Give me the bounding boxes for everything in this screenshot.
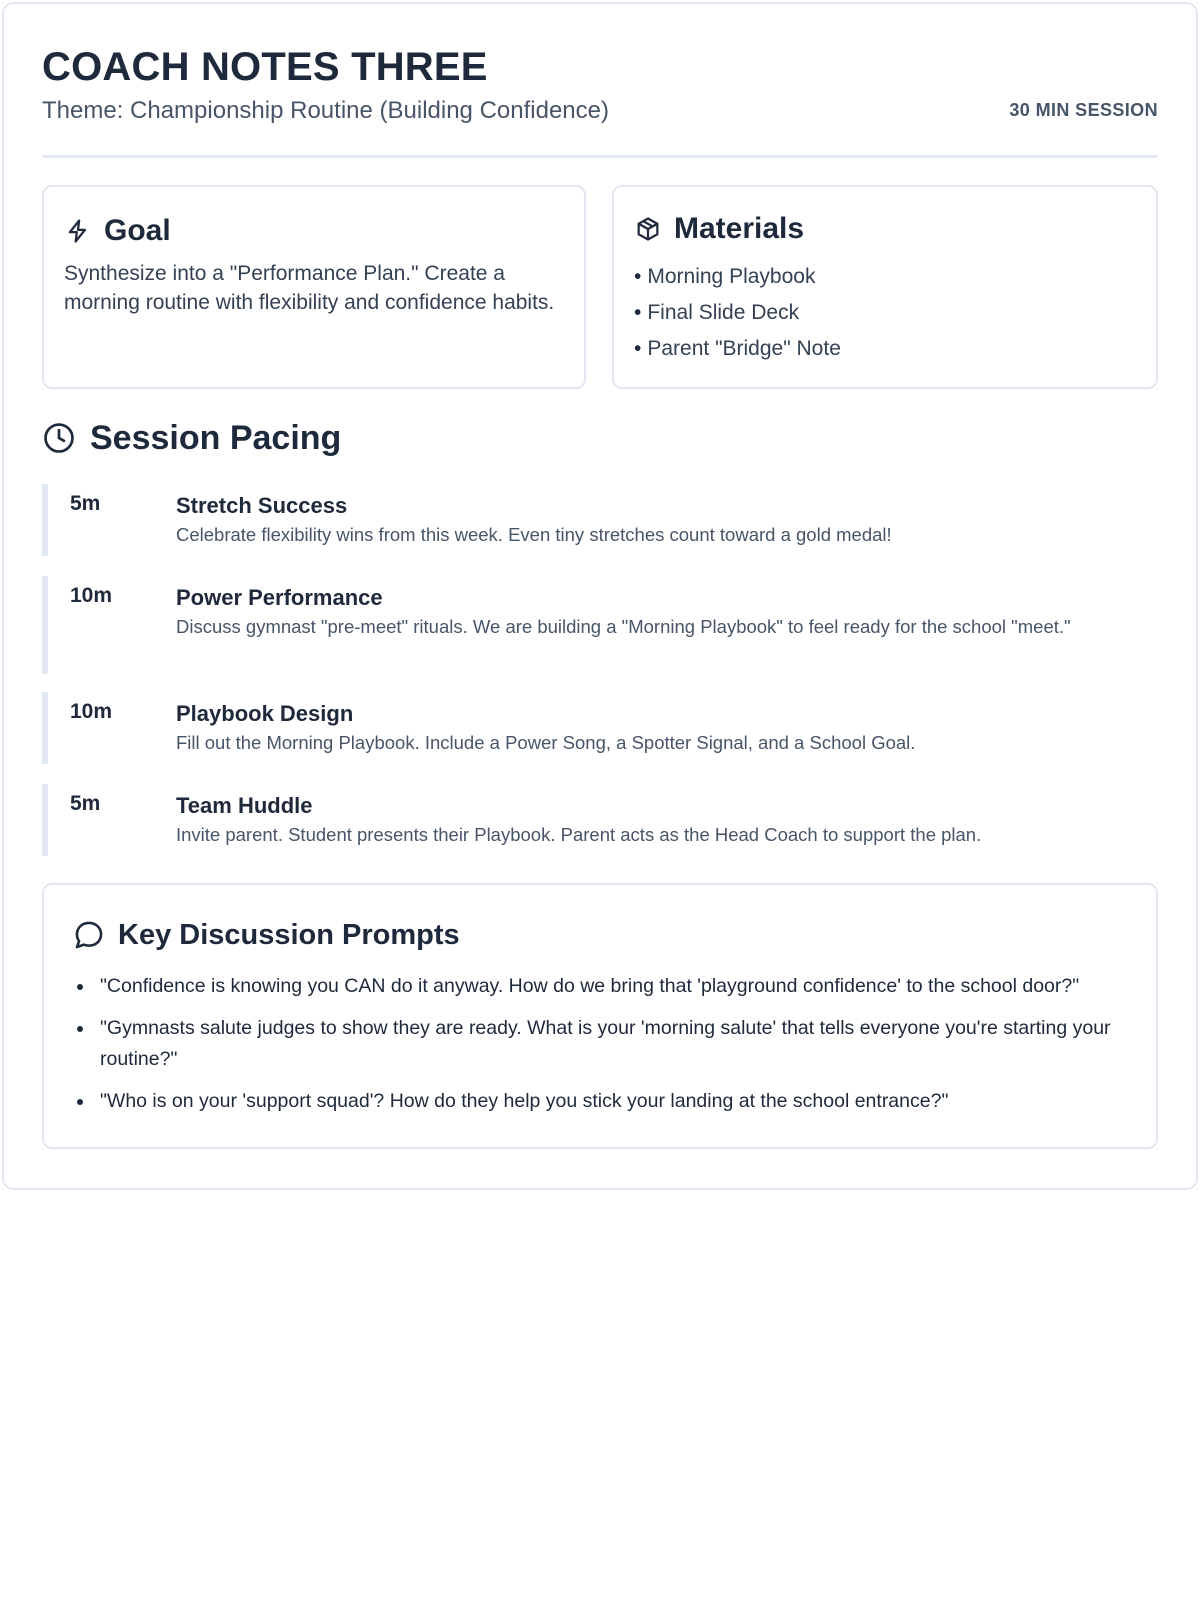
goal-title: Goal xyxy=(104,214,171,247)
prompt-item: "Confidence is knowing you CAN do it anyway. How do we bring that 'playground confidence' to the school door?" xyxy=(100,971,1128,1002)
materials-list xyxy=(634,259,1136,367)
pacing-step xyxy=(42,784,1158,856)
page-title: COACH NOTES THREE xyxy=(42,45,488,89)
step-description: Fill out the Morning Playbook. Include a Power Song, a Spotter Signal, and a School Goal. xyxy=(176,732,916,753)
step-body xyxy=(176,584,1118,639)
step-duration: 5m xyxy=(70,492,101,515)
step-title: Power Performance xyxy=(176,585,383,610)
step-body xyxy=(176,792,1118,847)
theme-subtitle: Theme: Championship Routine (Building Confidence) xyxy=(42,97,609,124)
speech-bubble-icon xyxy=(72,918,106,952)
discussion-prompts-card xyxy=(42,883,1158,1149)
step-description: Celebrate flexibility wins from this week. Even tiny stretches count toward a gold medal! xyxy=(176,524,892,545)
prompt-item: "Who is on your 'support squad'? How do they help you stick your landing at the school entrance?" xyxy=(100,1086,1128,1117)
step-description: Discuss gymnast "pre-meet" rituals. We are building a "Morning Playbook" to feel ready for the school "meet." xyxy=(176,616,1071,637)
clock-icon xyxy=(42,421,76,455)
step-description: Invite parent. Student presents their Playbook. Parent acts as the Head Coach to support the plan. xyxy=(176,824,982,845)
session-pacing-title: Session Pacing xyxy=(90,419,342,457)
step-title: Team Huddle xyxy=(176,793,313,818)
package-icon xyxy=(634,215,662,243)
pacing-step xyxy=(42,692,1158,764)
goal-text: Synthesize into a "Performance Plan." Create a morning routine with flexibility and confidence habits. xyxy=(64,262,555,314)
prompt-item: "Gymnasts salute judges to show they are ready. What is your 'morning salute' that tells everyone you're starting your routine?" xyxy=(100,1013,1128,1075)
header-divider xyxy=(42,155,1158,158)
materials-item: • Morning Playbook xyxy=(634,259,1136,295)
goal-card-header xyxy=(64,213,564,249)
step-duration: 5m xyxy=(70,792,101,815)
step-duration: 10m xyxy=(70,584,113,607)
materials-title: Materials xyxy=(674,212,805,245)
materials-card-header xyxy=(634,211,1136,247)
pacing-step xyxy=(42,484,1158,556)
pacing-step xyxy=(42,576,1158,674)
page-header xyxy=(42,42,1158,126)
step-duration: 10m xyxy=(70,700,113,723)
session-pacing-header xyxy=(42,418,341,458)
step-title: Stretch Success xyxy=(176,493,348,518)
lightning-icon xyxy=(64,217,92,245)
step-title: Playbook Design xyxy=(176,701,354,726)
goal-card xyxy=(42,185,586,389)
materials-item: • Parent "Bridge" Note xyxy=(634,331,1136,367)
discussion-prompts-title: Key Discussion Prompts xyxy=(118,919,460,951)
session-length-badge: 30 MIN SESSION xyxy=(1009,100,1158,120)
discussion-prompts-header xyxy=(72,917,1128,953)
materials-card xyxy=(612,185,1158,389)
materials-item: • Final Slide Deck xyxy=(634,295,1136,331)
step-body xyxy=(176,492,1118,547)
prompt-list xyxy=(72,971,1128,1117)
step-body xyxy=(176,700,1118,755)
